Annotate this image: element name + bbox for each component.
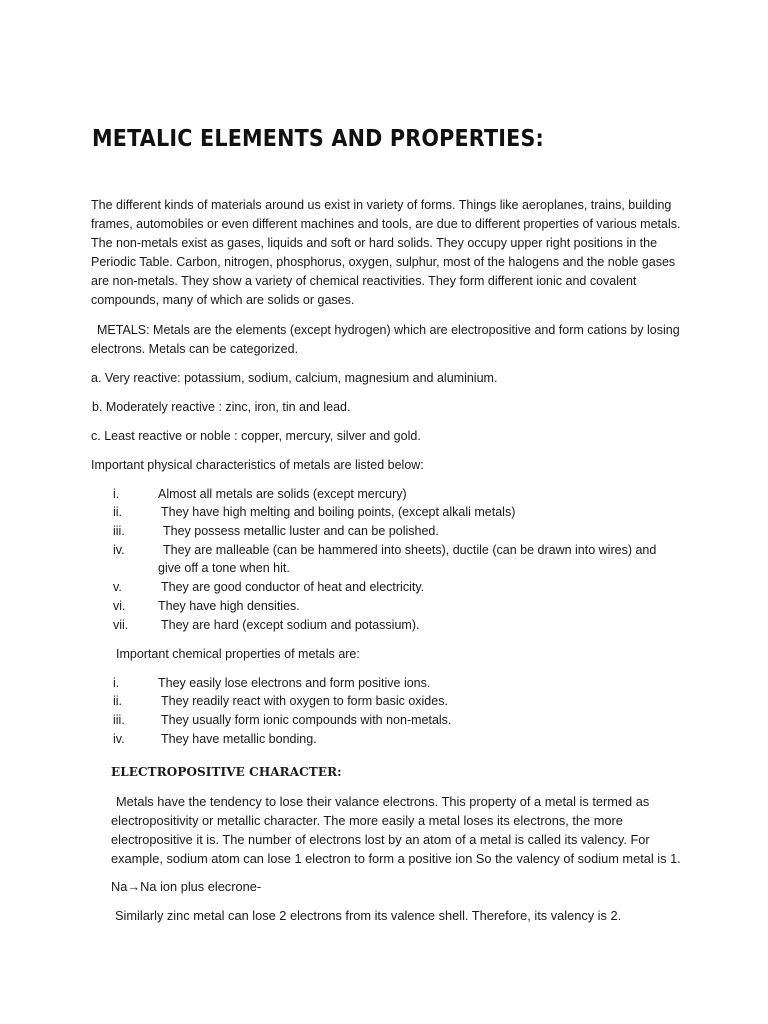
electropositive-paragraph: Metals have the tendency to lose their valance electrons. This property of a metal is termed as electropositivity or metallic character. The more easily a metal loses its electrons, the more electropositive it is. The number of electrons lost by an atom of a metal is called its valency. For example, sodium atom can lose 1 electron to form a positive ion So the valency of sodium metal is 1.	[111, 794, 681, 866]
list-number: iv.	[113, 543, 125, 557]
zinc-paragraph: Similarly zinc metal can lose 2 electrons from its valence shell. Therefore, its valency is 2.	[115, 908, 622, 923]
chemical-intro: Important chemical properties of metals are:	[116, 647, 360, 661]
equation: Na→Na ion plus elecrone-	[111, 879, 262, 894]
list-number: iii.	[113, 524, 125, 538]
list-number: vii.	[113, 618, 129, 632]
list-item: They have high melting and boiling points, (except alkali metals)	[161, 505, 516, 519]
list-item: They have high densities.	[158, 599, 300, 613]
list-number: i.	[113, 487, 120, 501]
list-number: i.	[113, 676, 120, 690]
list-number: v.	[113, 580, 122, 594]
list-item-continuation: give off a tone when hit.	[158, 561, 290, 575]
list-item: They are hard (except sodium and potassium).	[161, 618, 420, 632]
list-item: They usually form ionic compounds with non-metals.	[161, 713, 452, 727]
list-item: They are malleable (can be hammered into sheets), ductile (can be drawn into wires) and	[163, 543, 657, 557]
list-item: Almost all metals are solids (except mercury)	[158, 487, 407, 501]
page-title: METALIC ELEMENTS AND PROPERTIES:	[92, 126, 545, 152]
list-number: ii.	[113, 694, 123, 708]
physical-intro: Important physical characteristics of metals are listed below:	[91, 458, 424, 472]
category-c: c. Least reactive or noble : copper, mercury, silver and gold.	[91, 429, 421, 443]
list-number: iv.	[113, 732, 125, 746]
intro-paragraph: The different kinds of materials around us exist in variety of forms. Things like aeroplanes, trains, building frames, automobiles or even different machines and tools, are due to different properties of various metals. The non-metals exist as gases, liquids and soft or hard solids. They occupy upper right positions in the Periodic Table. Carbon, nitrogen, phosphorus, oxygen, sulphur, most of the halogens and the noble gases are non-metals. They show a variety of chemical reactivities. They form different ionic and covalent compounds, many of which are solids or gases.	[91, 198, 681, 307]
metals-paragraph: METALS: Metals are the elements (except hydrogen) which are electropositive and form cations by losing electrons. Metals can be categorized.	[91, 323, 680, 356]
category-a: a. Very reactive: potassium, sodium, calcium, magnesium and aluminium.	[91, 371, 498, 385]
list-item: They easily lose electrons and form positive ions.	[158, 676, 431, 690]
list-item: They readily react with oxygen to form basic oxides.	[161, 694, 448, 708]
category-b: b. Moderately reactive : zinc, iron, tin and lead.	[92, 400, 351, 414]
list-number: vi.	[113, 599, 126, 613]
electropositive-heading: ELECTROPOSITIVE CHARACTER:	[111, 765, 342, 779]
list-number: ii.	[113, 505, 123, 519]
list-number: iii.	[113, 713, 125, 727]
list-item: They have metallic bonding.	[161, 732, 317, 746]
list-item: They possess metallic luster and can be polished.	[163, 524, 439, 538]
list-item: They are good conductor of heat and electricity.	[161, 580, 425, 594]
